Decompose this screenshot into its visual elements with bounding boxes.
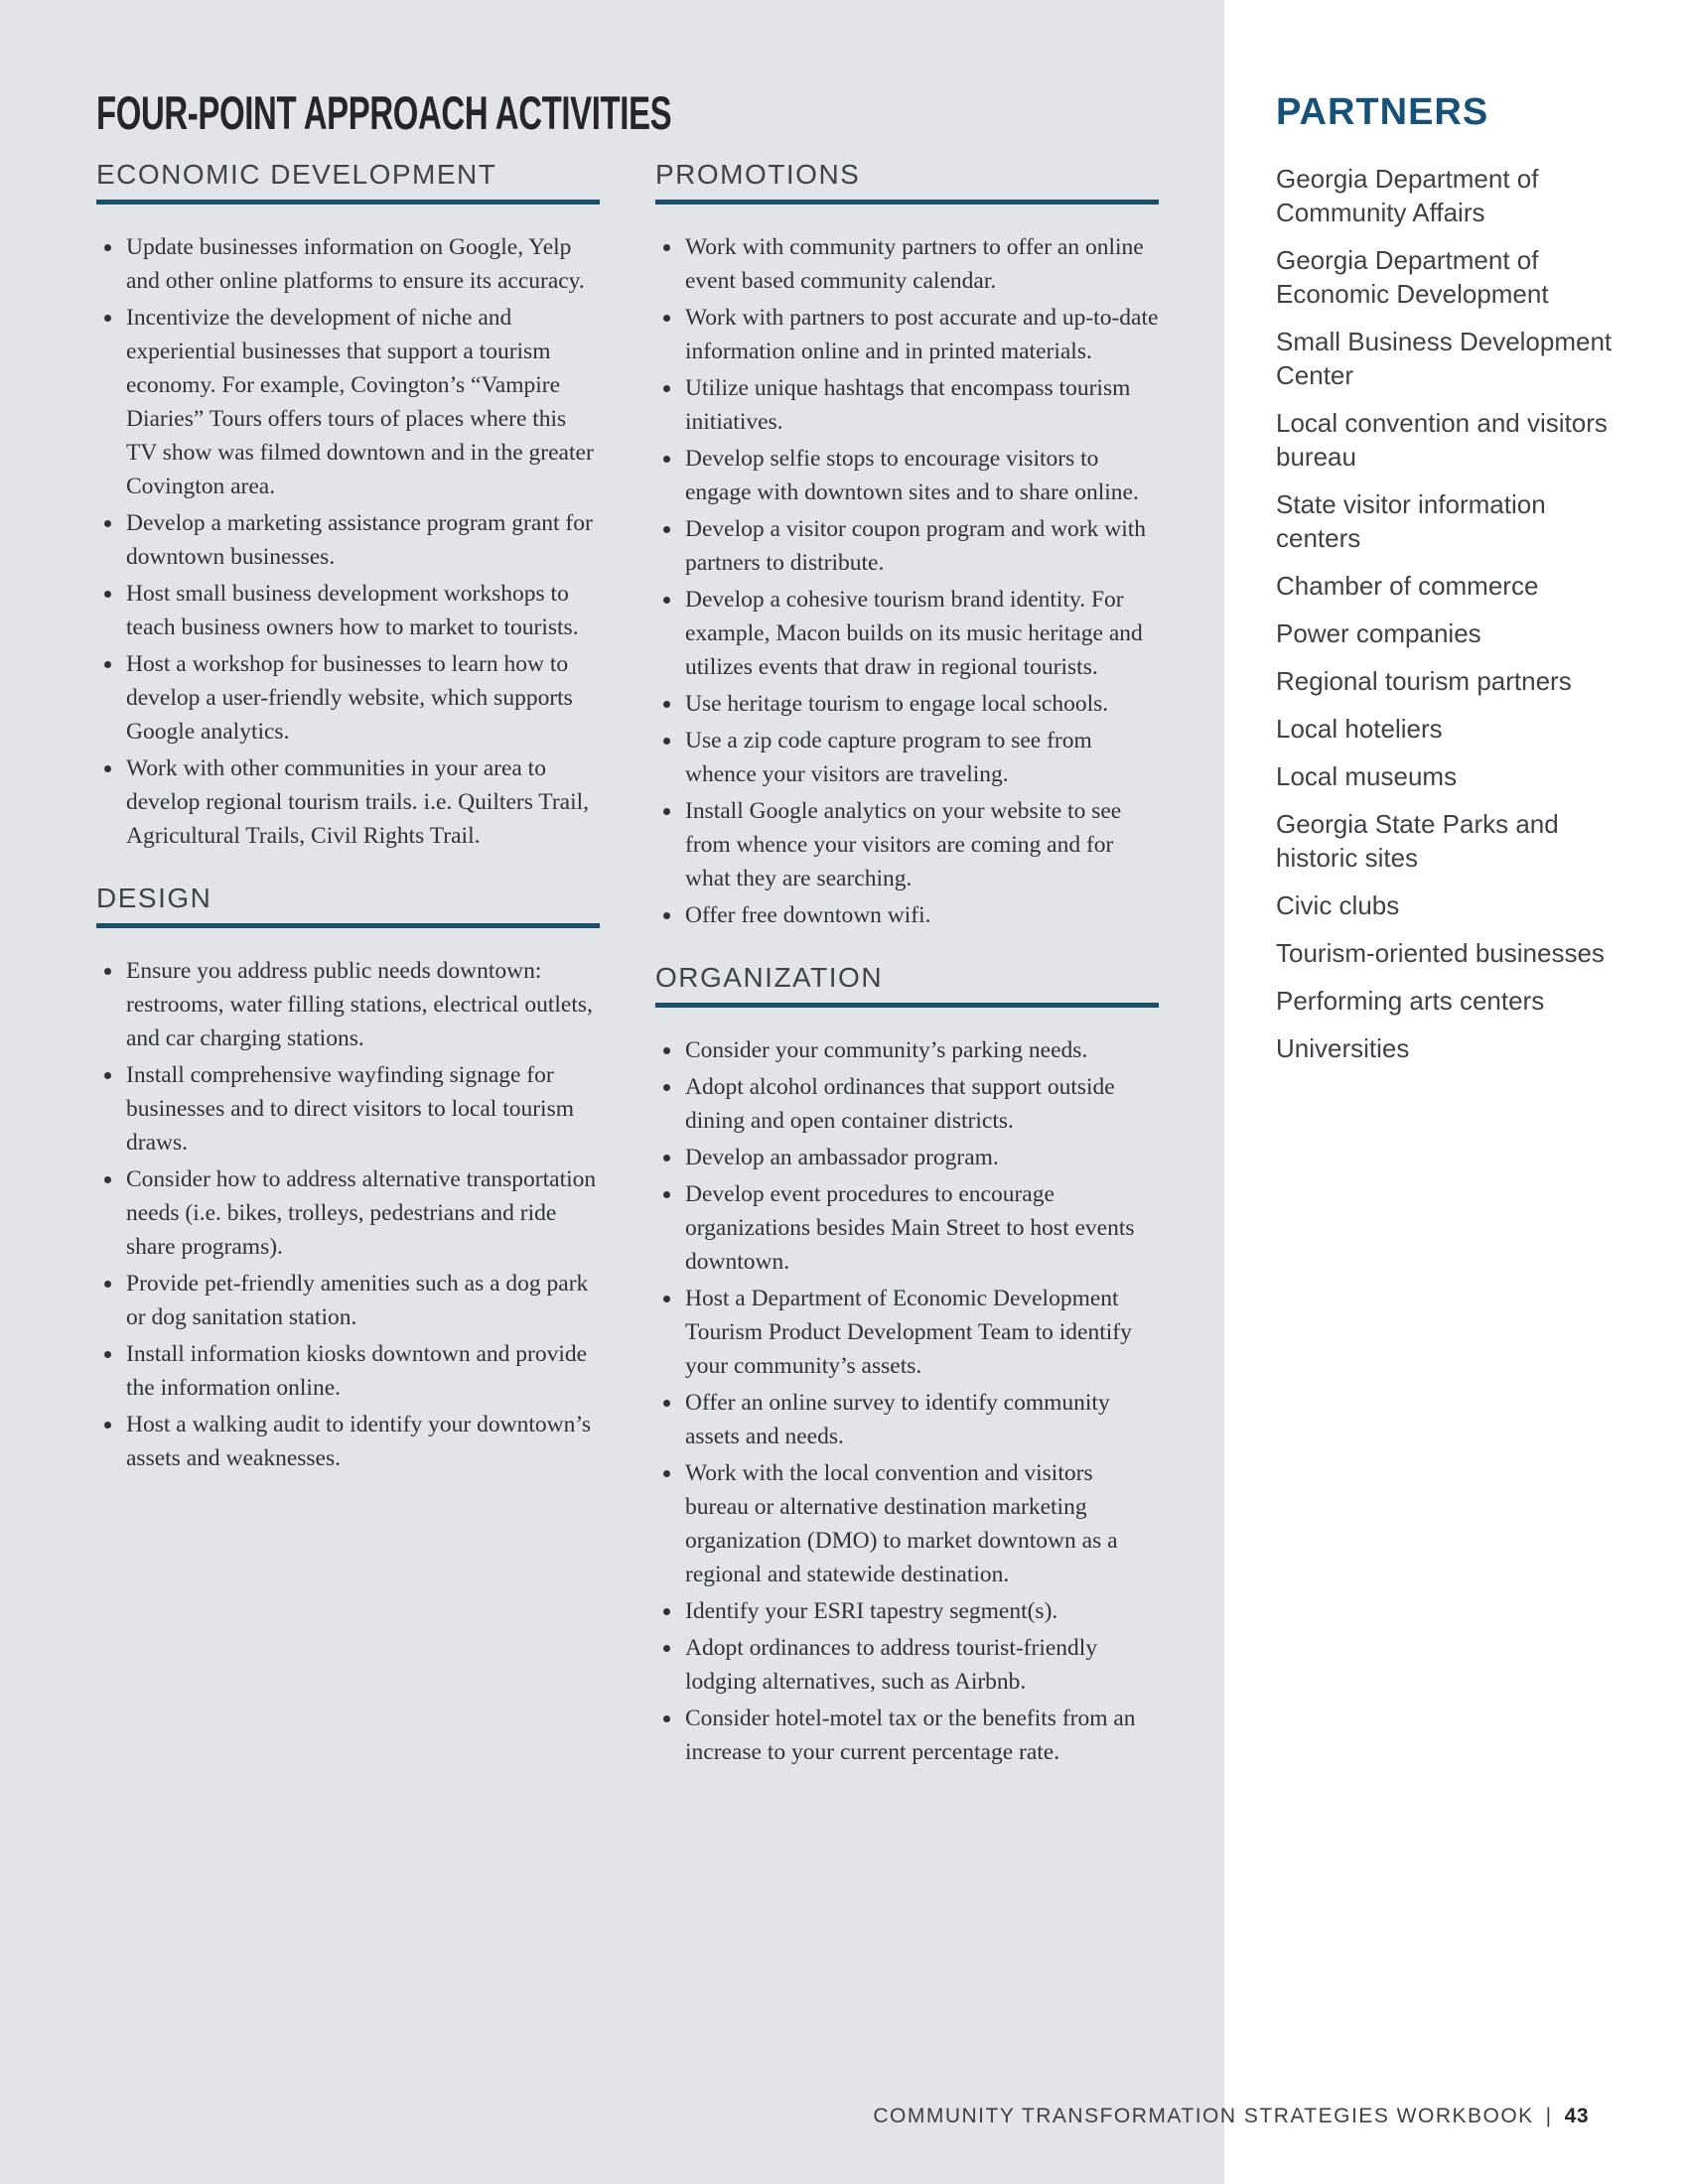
section-title-organization: ORGANIZATION <box>655 962 884 993</box>
partner-item: Chamber of commerce <box>1276 571 1539 601</box>
bullet-item: Install information kiosks downtown and provide the information online. <box>96 1337 600 1405</box>
partners-list <box>1276 162 1623 1065</box>
bullet-item: Host a Department of Economic Development Tourism Product Development Team to identify your community’s assets. <box>655 1282 1159 1383</box>
partners-title: PARTNERS <box>1276 91 1489 133</box>
bullet-item: Utilize unique hashtags that encompass tourism initiatives. <box>655 371 1159 439</box>
section-list-economic-development <box>96 230 600 853</box>
partner-item: Tourism-oriented businesses <box>1276 938 1605 968</box>
partner-item: Power companies <box>1276 618 1481 648</box>
bullet-item: Develop a visitor coupon program and work with partners to distribute. <box>655 512 1159 580</box>
partner-item: Small Business Development Center <box>1276 327 1613 390</box>
section-underline <box>655 200 1159 205</box>
section-list-design <box>96 954 600 1475</box>
section-design <box>96 883 600 1475</box>
section-economic-development <box>96 159 600 853</box>
partner-item: Local hoteliers <box>1276 714 1443 744</box>
bullet-item: Develop selfie stops to encourage visitors to engage with downtown sites and to share online. <box>655 442 1159 509</box>
bullet-item: Adopt ordinances to address tourist-friendly lodging alternatives, such as Airbnb. <box>655 1631 1159 1699</box>
page-footer <box>873 2105 1589 2128</box>
partner-item: Regional tourism partners <box>1276 666 1572 696</box>
footer-page-number: 43 <box>1564 2105 1589 2127</box>
bullet-item: Update businesses information on Google, Yelp and other online platforms to ensure its accuracy. <box>96 230 600 298</box>
bullet-item: Provide pet-friendly amenities such as a dog park or dog sanitation station. <box>96 1267 600 1334</box>
section-title-promotions: PROMOTIONS <box>655 159 861 190</box>
footer-text: COMMUNITY TRANSFORMATION STRATEGIES WORKBOOK <box>873 2105 1534 2127</box>
partner-item: Georgia State Parks and historic sites <box>1276 809 1559 873</box>
bullet-item: Ensure you address public needs downtown: restrooms, water filling stations, electrical outlets, and car charging stations. <box>96 954 600 1055</box>
section-title-design: DESIGN <box>96 883 212 913</box>
footer-separator: | <box>1545 2105 1553 2127</box>
partner-item: Georgia Department of Economic Development <box>1276 245 1549 309</box>
bullet-item: Host a workshop for businesses to learn how to develop a user-friendly website, which supports Google analytics. <box>96 647 600 749</box>
section-underline <box>96 923 600 928</box>
bullet-item: Offer an online survey to identify community assets and needs. <box>655 1386 1159 1453</box>
bullet-item: Identify your ESRI tapestry segment(s). <box>655 1594 1159 1628</box>
section-promotions <box>655 159 1159 932</box>
bullet-item: Develop a cohesive tourism brand identity. For example, Macon builds on its music heritage and utilizes events that draw in regional tourists. <box>655 583 1159 684</box>
bullet-item: Work with community partners to offer an online event based community calendar. <box>655 230 1159 298</box>
partners-sidebar <box>1276 91 1623 1079</box>
partner-item: Local museums <box>1276 761 1458 791</box>
bullet-item: Host a walking audit to identify your downtown’s assets and weaknesses. <box>96 1408 600 1475</box>
bullet-item: Use a zip code capture program to see from whence your visitors are traveling. <box>655 724 1159 791</box>
partner-item: Universities <box>1276 1033 1410 1063</box>
bullet-item: Incentivize the development of niche and experiential businesses that support a tourism economy. For example, Covington’s “Vampire Diaries” Tours offers tours of places where this TV show was filmed downtown and in the greater Covington area. <box>96 301 600 503</box>
column-right <box>655 159 1159 1795</box>
partner-item: Georgia Department of Community Affairs <box>1276 164 1539 227</box>
section-list-promotions <box>655 230 1159 932</box>
partner-item: Performing arts centers <box>1276 986 1545 1016</box>
section-underline <box>96 200 600 205</box>
bullet-item: Work with other communities in your area to develop regional tourism trails. i.e. Quilters Trail, Agricultural Trails, Civil Rights Trail. <box>96 751 600 853</box>
section-title-economic-development: ECONOMIC DEVELOPMENT <box>96 159 497 190</box>
column-left <box>96 159 600 1501</box>
bullet-item: Work with partners to post accurate and up-to-date information online and in printed materials. <box>655 301 1159 368</box>
partner-item: Local convention and visitors bureau <box>1276 408 1608 472</box>
bullet-item: Develop event procedures to encourage organizations besides Main Street to host events downtown. <box>655 1177 1159 1279</box>
partner-item: Civic clubs <box>1276 890 1400 920</box>
section-organization <box>655 962 1159 1769</box>
bullet-item: Work with the local convention and visitors bureau or alternative destination marketing organization (DMO) to market downtown as a regional and statewide destination. <box>655 1456 1159 1591</box>
bullet-item: Adopt alcohol ordinances that support outside dining and open container districts. <box>655 1070 1159 1138</box>
bullet-item: Install Google analytics on your website to see from whence your visitors are coming and for what they are searching. <box>655 794 1159 895</box>
bullet-item: Offer free downtown wifi. <box>655 898 1159 932</box>
bullet-item: Develop an ambassador program. <box>655 1141 1159 1174</box>
bullet-item: Install comprehensive wayfinding signage for businesses and to direct visitors to local tourism draws. <box>96 1058 600 1160</box>
page-title: FOUR-POINT APPROACH ACTIVITIES <box>96 86 672 139</box>
bullet-item: Use heritage tourism to engage local schools. <box>655 687 1159 721</box>
bullet-item: Consider hotel-motel tax or the benefits from an increase to your current percentage rate. <box>655 1702 1159 1769</box>
section-list-organization <box>655 1033 1159 1769</box>
bullet-item: Host small business development workshops to teach business owners how to market to tourists. <box>96 577 600 644</box>
bullet-item: Consider your community’s parking needs. <box>655 1033 1159 1067</box>
partner-item: State visitor information centers <box>1276 489 1546 553</box>
section-underline <box>655 1003 1159 1008</box>
bullet-item: Develop a marketing assistance program grant for downtown businesses. <box>96 506 600 574</box>
bullet-item: Consider how to address alternative transportation needs (i.e. bikes, trolleys, pedestrians and ride share programs). <box>96 1162 600 1264</box>
